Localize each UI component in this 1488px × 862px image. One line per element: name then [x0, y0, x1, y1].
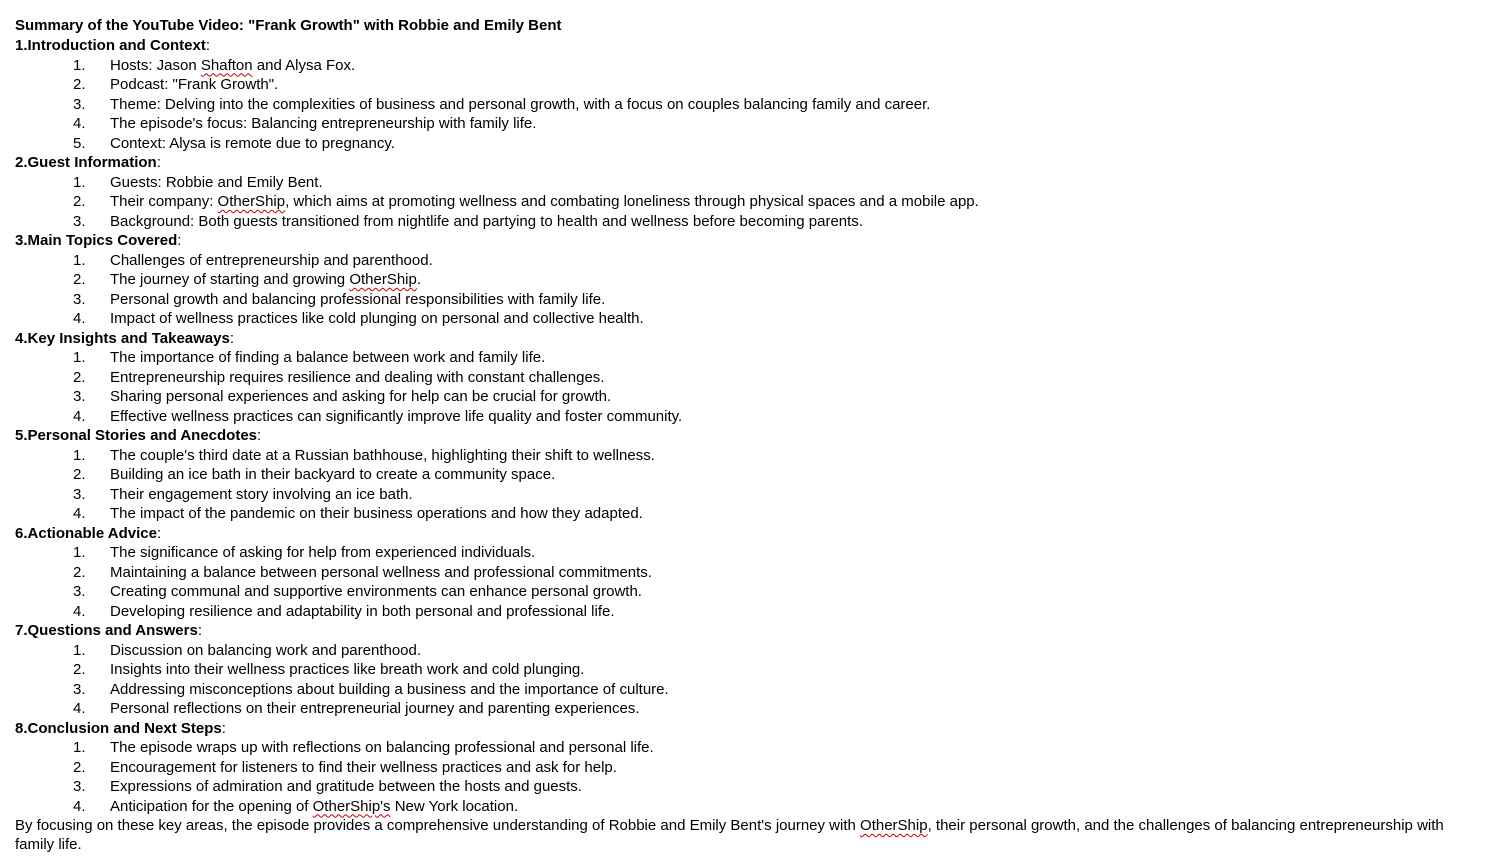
section-heading [15, 231, 1455, 251]
list-item-text [110, 173, 323, 192]
list-item-text [110, 75, 278, 94]
list-item-text [110, 485, 413, 504]
list-item-number: 4. [73, 310, 86, 327]
list-item-number: 1. [73, 251, 86, 269]
list-item-text [110, 368, 604, 387]
list-item-number: 2. [73, 368, 86, 386]
list-item-text [110, 602, 615, 621]
section-title: Personal Stories and Anecdotes [27, 427, 258, 444]
section-title: Key Insights and Takeaways [27, 329, 230, 347]
list-item-text-part: Hosts: Jason [110, 56, 201, 74]
section-colon: : [157, 524, 162, 542]
list-item-number: 1. [73, 173, 86, 191]
list-item-text-part: The episode's focus: Balancing entrepreneurship with family life. [110, 115, 537, 132]
list-item-number: 3. [73, 212, 86, 230]
list-item [15, 270, 1455, 290]
section-number: 5. [15, 427, 28, 444]
list-item-number: 2. [73, 193, 86, 210]
list-item-text-part: Maintaining a balance between personal wellness and professional commitments. [110, 563, 652, 581]
section-title: Introduction and Context [27, 37, 206, 54]
list-item [15, 387, 1455, 407]
section-heading [15, 524, 1455, 544]
list-item [15, 563, 1455, 583]
list-item [15, 797, 1455, 817]
list-item-text [110, 563, 652, 582]
list-item-number: 5. [73, 134, 86, 152]
list-item-text-part: Entrepreneurship requires resilience and dealing with constant challenges. [110, 368, 605, 386]
list-item [15, 290, 1455, 310]
list-item-text-part: Personal reflections on their entrepreneurial journey and parenting experiences. [110, 700, 640, 717]
list-item-text [110, 407, 682, 426]
list-item [15, 602, 1455, 622]
section-title: Conclusion and Next Steps [27, 719, 222, 737]
list-item-text [110, 777, 582, 796]
list-item [15, 212, 1455, 232]
spellcheck-flagged-word: OtherShip [349, 271, 417, 288]
list-item-text-part: Addressing misconceptions about building a business and the importance of culture. [110, 680, 669, 698]
document-body[interactable] [15, 16, 1455, 855]
section-number: 6. [15, 524, 28, 542]
sections-container [15, 36, 1455, 816]
list-item-text-part: Effective wellness practices can significantly improve life quality and foster community. [110, 407, 683, 425]
list-item [15, 56, 1455, 76]
list-item-number: 3. [73, 778, 86, 795]
list-item [15, 777, 1455, 797]
spellcheck-flagged-word: OtherShip [217, 193, 286, 210]
section-colon: : [257, 427, 262, 444]
list-item [15, 758, 1455, 778]
list-item-text-part: New York location. [390, 797, 519, 815]
list-item [15, 465, 1455, 485]
section-heading [15, 719, 1455, 739]
closing-spellcheck-word: OtherShip [860, 817, 928, 834]
section-number: 3. [15, 232, 28, 249]
list-item-number: 1. [73, 739, 86, 756]
section-title: Main Topics Covered [27, 232, 178, 249]
list-item-text [110, 738, 654, 757]
list-item-text-part: Background: Both guests transitioned from nightlife and partying to health and wellness before becoming parents. [110, 212, 863, 230]
list-item-number: 1. [73, 349, 86, 366]
list-item-text [110, 56, 355, 75]
list-item-number: 3. [73, 485, 86, 503]
list-item-text [110, 582, 642, 601]
list-item-text-part: Guests: Robbie and Emily Bent. [110, 173, 323, 191]
list-item-number: 1. [73, 544, 86, 561]
list-item [15, 582, 1455, 602]
list-item-text-part: , which aims at promoting wellness and combating loneliness through physical spaces and a mobile app. [285, 193, 979, 210]
list-item-text [110, 641, 421, 660]
list-item-text [110, 192, 979, 211]
list-item [15, 680, 1455, 700]
list-item-text-part: Challenges of entrepreneurship and parenthood. [110, 251, 433, 269]
section-heading [15, 329, 1455, 349]
section-colon: : [205, 37, 211, 54]
list-item-number: 4. [73, 700, 86, 717]
list-item-text [110, 114, 536, 133]
list-item-number: 2. [73, 661, 86, 678]
section-number: 8. [15, 719, 28, 737]
list-item-text [110, 504, 643, 523]
list-item-text [110, 446, 655, 465]
list-item-text-part: Their company: [110, 193, 218, 210]
list-item-text-part: The couple's third date at a Russian bathhouse, highlighting their shift to wellness. [110, 446, 655, 464]
list-item [15, 75, 1455, 95]
section-number: 4. [15, 329, 28, 347]
list-item-number: 2. [73, 563, 86, 581]
list-item-text-part: The importance of finding a balance between work and family life. [110, 349, 546, 366]
closing-paragraph [15, 816, 1455, 855]
list-item-number: 4. [73, 115, 86, 132]
list-item-text [110, 251, 433, 270]
list-item [15, 192, 1455, 212]
list-item-number: 2. [73, 76, 86, 93]
list-item [15, 543, 1455, 563]
list-item-number: 4. [73, 797, 86, 815]
list-item-text [110, 309, 644, 328]
list-item [15, 446, 1455, 466]
list-item-text-part: . [416, 271, 422, 288]
section-title: Guest Information [27, 154, 157, 171]
list-item-text-part: Impact of wellness practices like cold plunging on personal and collective health. [110, 310, 644, 327]
list-item-number: 2. [73, 466, 86, 483]
closing-text-before: By focusing on these key areas, the episode provides a comprehensive understanding of Robbie and Emily Bent's journey with [15, 817, 861, 834]
list-item-text-part: Context: Alysa is remote due to pregnancy. [110, 134, 395, 152]
list-item-text-part: Anticipation for the opening of [110, 797, 313, 815]
section-colon: : [156, 154, 161, 171]
list-item [15, 738, 1455, 758]
section-title: Questions and Answers [27, 622, 198, 639]
list-item [15, 699, 1455, 719]
section-colon: : [229, 329, 234, 347]
list-item-text [110, 387, 611, 406]
list-item-text-part: Expressions of admiration and gratitude between the hosts and guests. [110, 778, 582, 795]
spellcheck-flagged-word: Shafton [200, 56, 253, 74]
list-item-number: 3. [73, 583, 86, 600]
list-item-number: 4. [73, 407, 86, 425]
list-item [15, 660, 1455, 680]
list-item-text [110, 270, 421, 289]
section-number: 1. [15, 37, 28, 54]
list-item-text-part: Encouragement for listeners to find their wellness practices and ask for help. [110, 758, 617, 776]
section-heading [15, 153, 1455, 173]
list-item-text [110, 797, 518, 816]
list-item [15, 114, 1455, 134]
list-item-text-part: Personal growth and balancing professional responsibilities with family life. [110, 290, 606, 308]
list-item-number: 1. [73, 641, 86, 659]
list-item-text-part: Discussion on balancing work and parenthood. [110, 641, 422, 659]
list-item [15, 368, 1455, 388]
list-item-text [110, 660, 584, 679]
list-item-text-part: Developing resilience and adaptability in both personal and professional life. [110, 602, 615, 620]
list-item-text [110, 543, 535, 562]
list-item [15, 309, 1455, 329]
list-item [15, 641, 1455, 661]
list-item [15, 485, 1455, 505]
list-item-text-part: Podcast: "Frank Growth". [110, 76, 279, 93]
list-item-text [110, 290, 605, 309]
list-item-number: 3. [73, 95, 86, 113]
list-item-text [110, 348, 545, 367]
list-item-text-part: Creating communal and supportive environments can enhance personal growth. [110, 583, 642, 600]
section-heading [15, 621, 1455, 641]
list-item [15, 251, 1455, 271]
list-item-number: 2. [73, 271, 86, 288]
list-item-number: 4. [73, 505, 86, 522]
list-item [15, 95, 1455, 115]
list-item [15, 173, 1455, 193]
spellcheck-flagged-word: OtherShip's [312, 797, 391, 815]
list-item-number: 3. [73, 290, 86, 308]
list-item-text-part: Theme: Delving into the complexities of business and personal growth, with a focus on couples balancing family and career. [110, 95, 931, 113]
list-item-text [110, 212, 863, 231]
list-item-text-part: The significance of asking for help from experienced individuals. [110, 544, 536, 561]
section-colon: : [197, 622, 203, 639]
list-item-number: 1. [73, 446, 86, 464]
section-colon: : [177, 232, 182, 249]
list-item-text-part: and Alysa Fox. [252, 56, 356, 74]
document-title: Summary of the YouTube Video: "Frank Growth" with Robbie and Emily Bent [15, 17, 562, 34]
list-item-text-part: Their engagement story involving an ice bath. [110, 485, 413, 503]
list-item-text [110, 680, 669, 699]
list-item [15, 348, 1455, 368]
list-item-text-part: The journey of starting and growing [110, 271, 350, 288]
list-item-number: 3. [73, 388, 86, 405]
list-item [15, 504, 1455, 524]
list-item-text-part: Sharing personal experiences and asking for help can be crucial for growth. [110, 388, 612, 405]
list-item-number: 1. [73, 56, 86, 74]
list-item [15, 134, 1455, 154]
list-item [15, 407, 1455, 427]
section-colon: : [221, 719, 226, 737]
section-number: 7. [15, 622, 28, 639]
list-item-text [110, 699, 640, 718]
section-number: 2. [15, 154, 28, 171]
list-item-number: 3. [73, 680, 86, 698]
list-item-text-part: Building an ice bath in their backyard to create a community space. [110, 466, 556, 483]
list-item-text-part: The impact of the pandemic on their business operations and how they adapted. [110, 505, 643, 522]
list-item-number: 4. [73, 602, 86, 620]
section-title: Actionable Advice [27, 524, 157, 542]
list-item-text [110, 758, 617, 777]
list-item-text-part: The episode wraps up with reflections on balancing professional and personal life. [110, 739, 654, 756]
list-item-text [110, 134, 395, 153]
list-item-number: 2. [73, 758, 86, 776]
closing-text-after: , their personal growth, and the challenges of balancing entrepreneurship with family life. [15, 817, 1444, 854]
list-item-text [110, 95, 930, 114]
section-heading [15, 36, 1455, 56]
list-item-text-part: Insights into their wellness practices like breath work and cold plunging. [110, 661, 585, 678]
list-item-text [110, 465, 555, 484]
section-heading [15, 426, 1455, 446]
